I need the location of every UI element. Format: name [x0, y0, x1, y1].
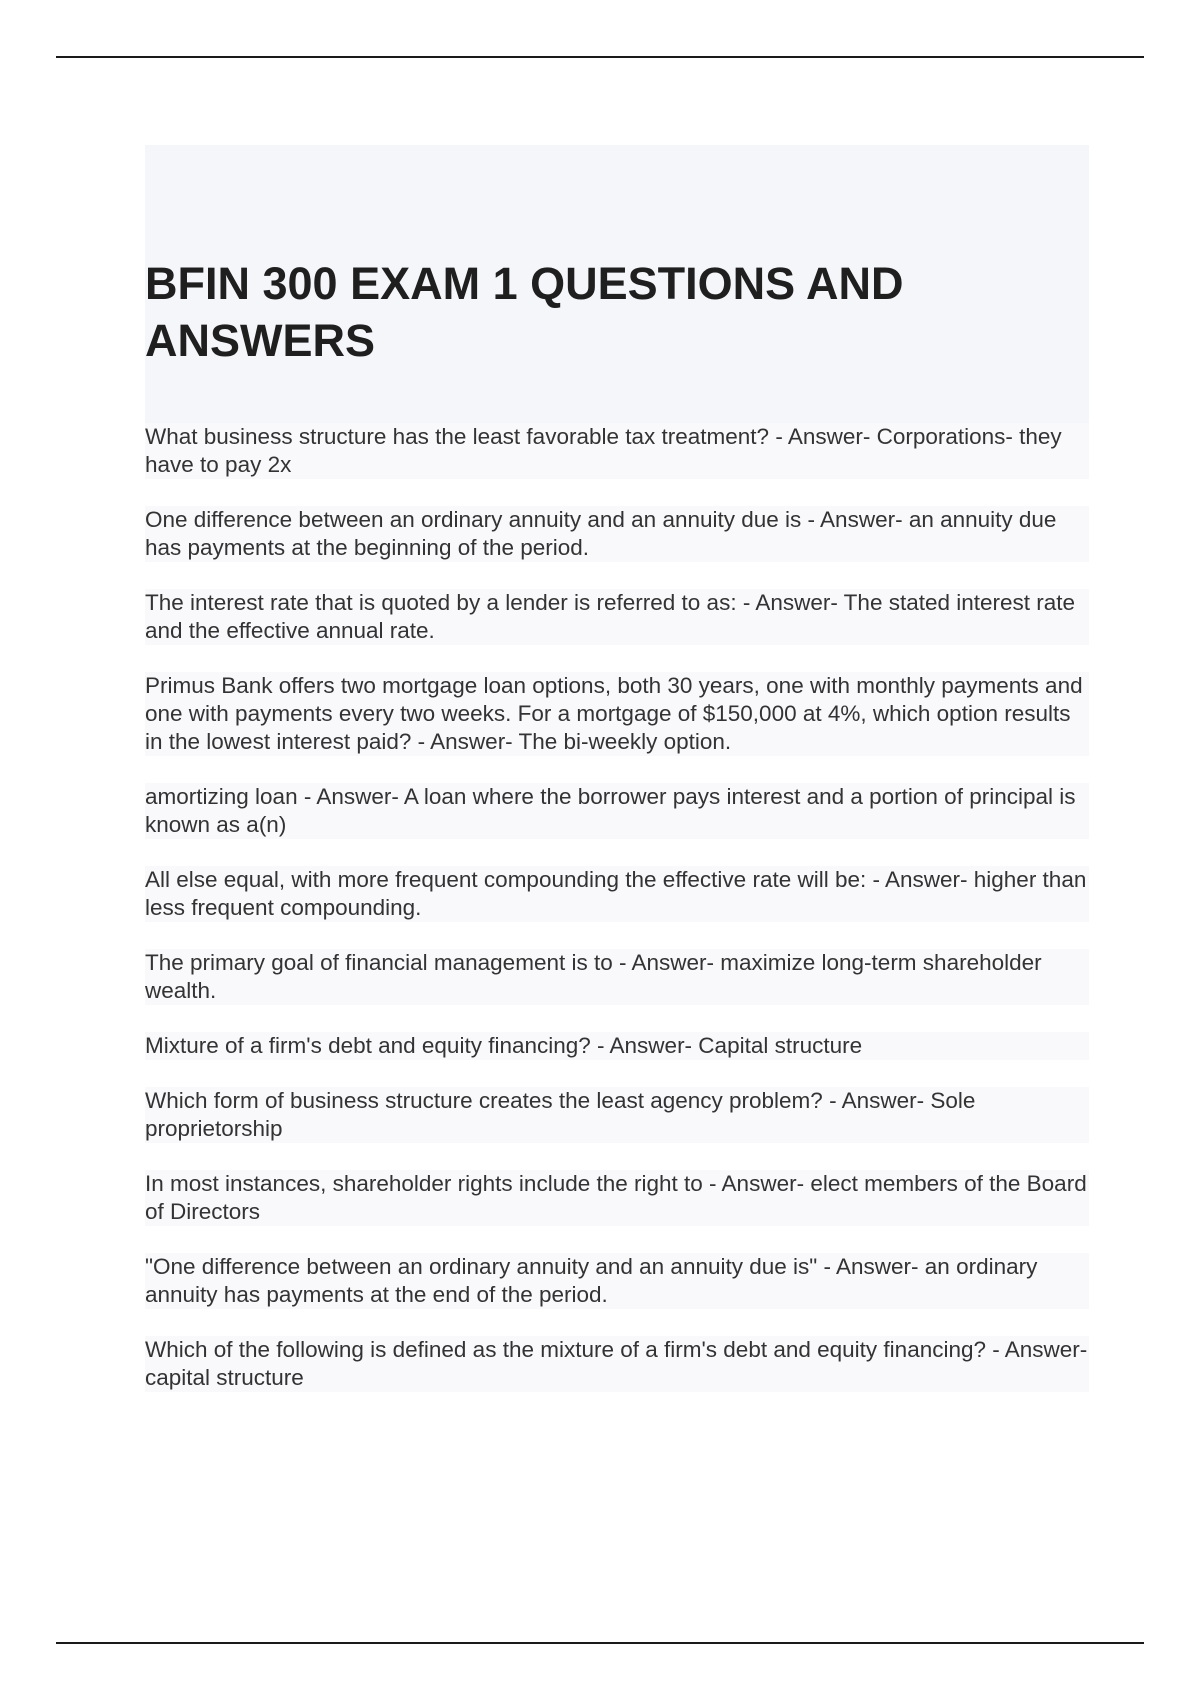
qa-item: In most instances, shareholder rights include the right to - Answer- elect members of the Board of Directors — [145, 1170, 1089, 1226]
page-content — [145, 145, 1089, 1419]
document-title: BFIN 300 EXAM 1 QUESTIONS AND ANSWERS — [145, 258, 904, 366]
qa-item: One difference between an ordinary annuity and an annuity due is - Answer- an annuity due has payments at the beginning of the period. — [145, 506, 1089, 562]
qa-list — [145, 423, 1089, 1392]
bottom-rule — [56, 1642, 1144, 1644]
qa-item: amortizing loan - Answer- A loan where the borrower pays interest and a portion of principal is known as a(n) — [145, 783, 1089, 839]
top-rule — [56, 56, 1144, 58]
qa-item: Which form of business structure creates the least agency problem? - Answer- Sole proprietorship — [145, 1087, 1089, 1143]
qa-item: The primary goal of financial management is to - Answer- maximize long-term shareholder wealth. — [145, 949, 1089, 1005]
qa-section — [145, 423, 1089, 1392]
qa-item: All else equal, with more frequent compounding the effective rate will be: - Answer- higher than less frequent compounding. — [145, 866, 1089, 922]
qa-item: Mixture of a firm's debt and equity financing? - Answer- Capital structure — [145, 1032, 1089, 1060]
qa-item: "One difference between an ordinary annuity and an annuity due is" - Answer- an ordinary annuity has payments at the end of the period. — [145, 1253, 1089, 1309]
qa-item: Primus Bank offers two mortgage loan options, both 30 years, one with monthly payments and one with payments every two weeks. For a mortgage of $150,000 at 4%, which option results in the lowest interest paid? - Answer- The bi-weekly option. — [145, 672, 1089, 756]
qa-item: The interest rate that is quoted by a lender is referred to as: - Answer- The stated interest rate and the effective annual rate. — [145, 589, 1089, 645]
title-block — [145, 145, 1089, 423]
qa-item: Which of the following is defined as the mixture of a firm's debt and equity financing? - Answer- capital structure — [145, 1337, 1088, 1390]
qa-item: What business structure has the least favorable tax treatment? - Answer- Corporations- they have to pay 2x — [145, 423, 1089, 479]
